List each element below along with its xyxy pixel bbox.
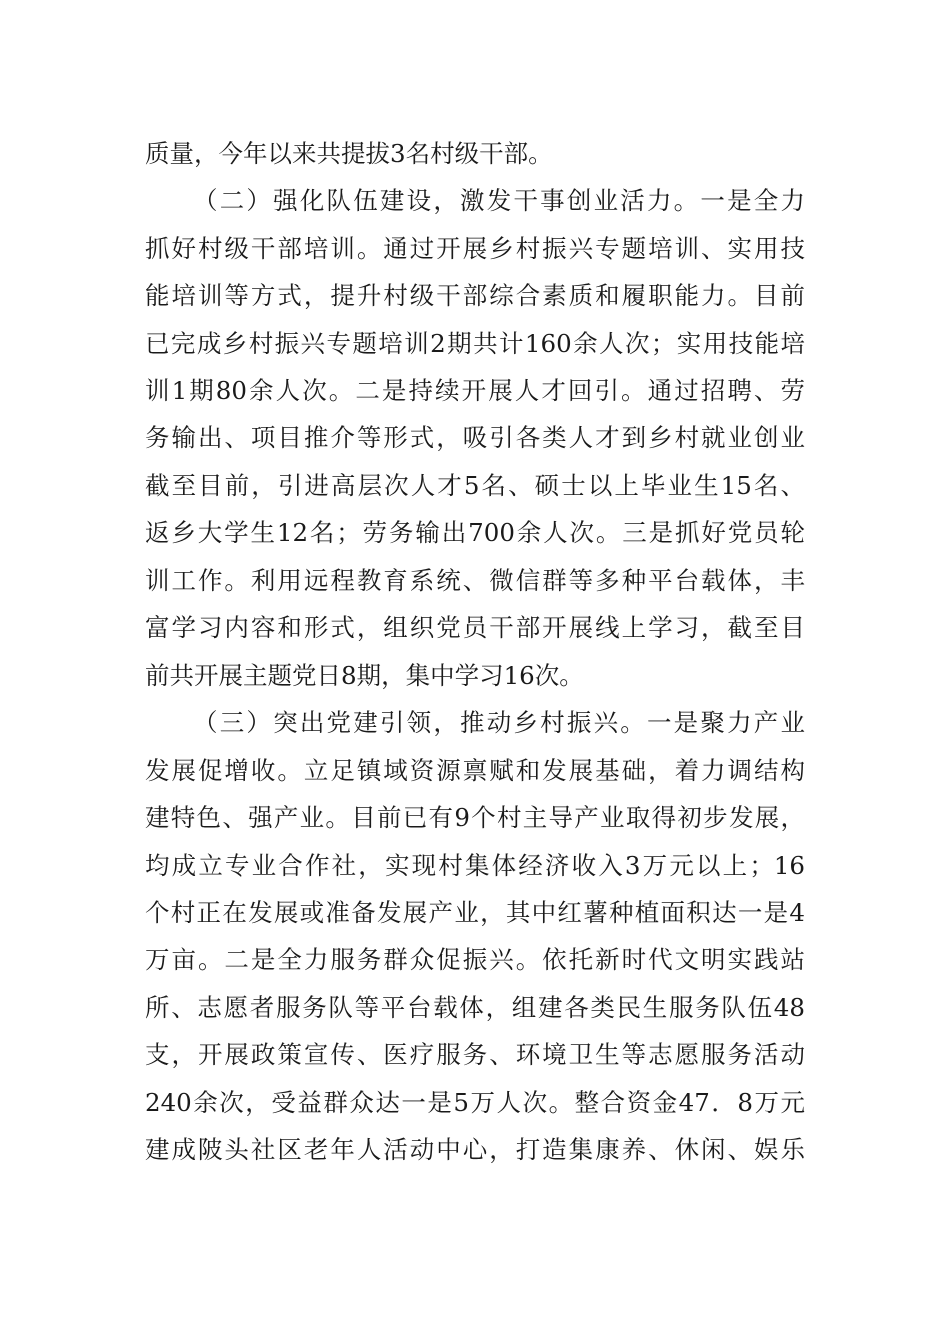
text-line: 所、志愿者服务队等平台载体，组建各类民生服务队伍48 (145, 993, 805, 1022)
text-line: 截至目前，引进高层次人才5名、硕士以上毕业生15名、 (145, 471, 805, 500)
text-line: 支，开展政策宣传、医疗服务、环境卫生等志愿服务活动 (145, 1040, 805, 1069)
text-line: 240余次，受益群众达一是5万人次。整合资金47．8万元 (145, 1088, 805, 1117)
text-line: 均成立专业合作社，实现村集体经济收入3万元以上；16 (145, 851, 805, 880)
text-line: （二）强化队伍建设，激发干事创业活力。一是全力 (193, 186, 805, 215)
text-line: 万亩。二是全力服务群众促振兴。依托新时代文明实践站 (145, 945, 805, 974)
text-line: 训1期80余人次。二是持续开展人才回引。通过招聘、劳 (145, 376, 805, 405)
text-line: 发展促增收。立足镇域资源禀赋和发展基础，着力调结构 (145, 756, 805, 785)
text-line: 抓好村级干部培训。通过开展乡村振兴专题培训、实用技 (145, 234, 805, 263)
text-line: 能培训等方式，提升村级干部综合素质和履职能力。目前 (145, 281, 805, 310)
text-line: 已完成乡村振兴专题培训2期共计160余人次；实用技能培 (145, 329, 805, 358)
text-line: 个村正在发展或准备发展产业，其中红薯种植面积达一是4 (145, 898, 805, 927)
text-line: 训工作。利用远程教育系统、微信群等多种平台载体，丰 (145, 566, 805, 595)
text-line: 前共开展主题党日8期，集中学习16次。 (145, 661, 584, 690)
text-line: 建成陂头社区老年人活动中心，打造集康养、休闲、娱乐 (145, 1135, 805, 1164)
text-line: 富学习内容和形式，组织党员干部开展线上学习，截至目 (145, 613, 805, 642)
text-line: 务输出、项目推介等形式，吸引各类人才到乡村就业创业 (145, 423, 805, 452)
text-line: 返乡大学生12名；劳务输出700余人次。三是抓好党员轮 (145, 518, 805, 547)
text-line: 建特色、强产业。目前已有9个村主导产业取得初步发展， (145, 803, 805, 832)
text-line: 质量，今年以来共提拔3名村级干部。 (145, 139, 553, 168)
text-line: （三）突出党建引领，推动乡村振兴。一是聚力产业 (193, 708, 805, 737)
